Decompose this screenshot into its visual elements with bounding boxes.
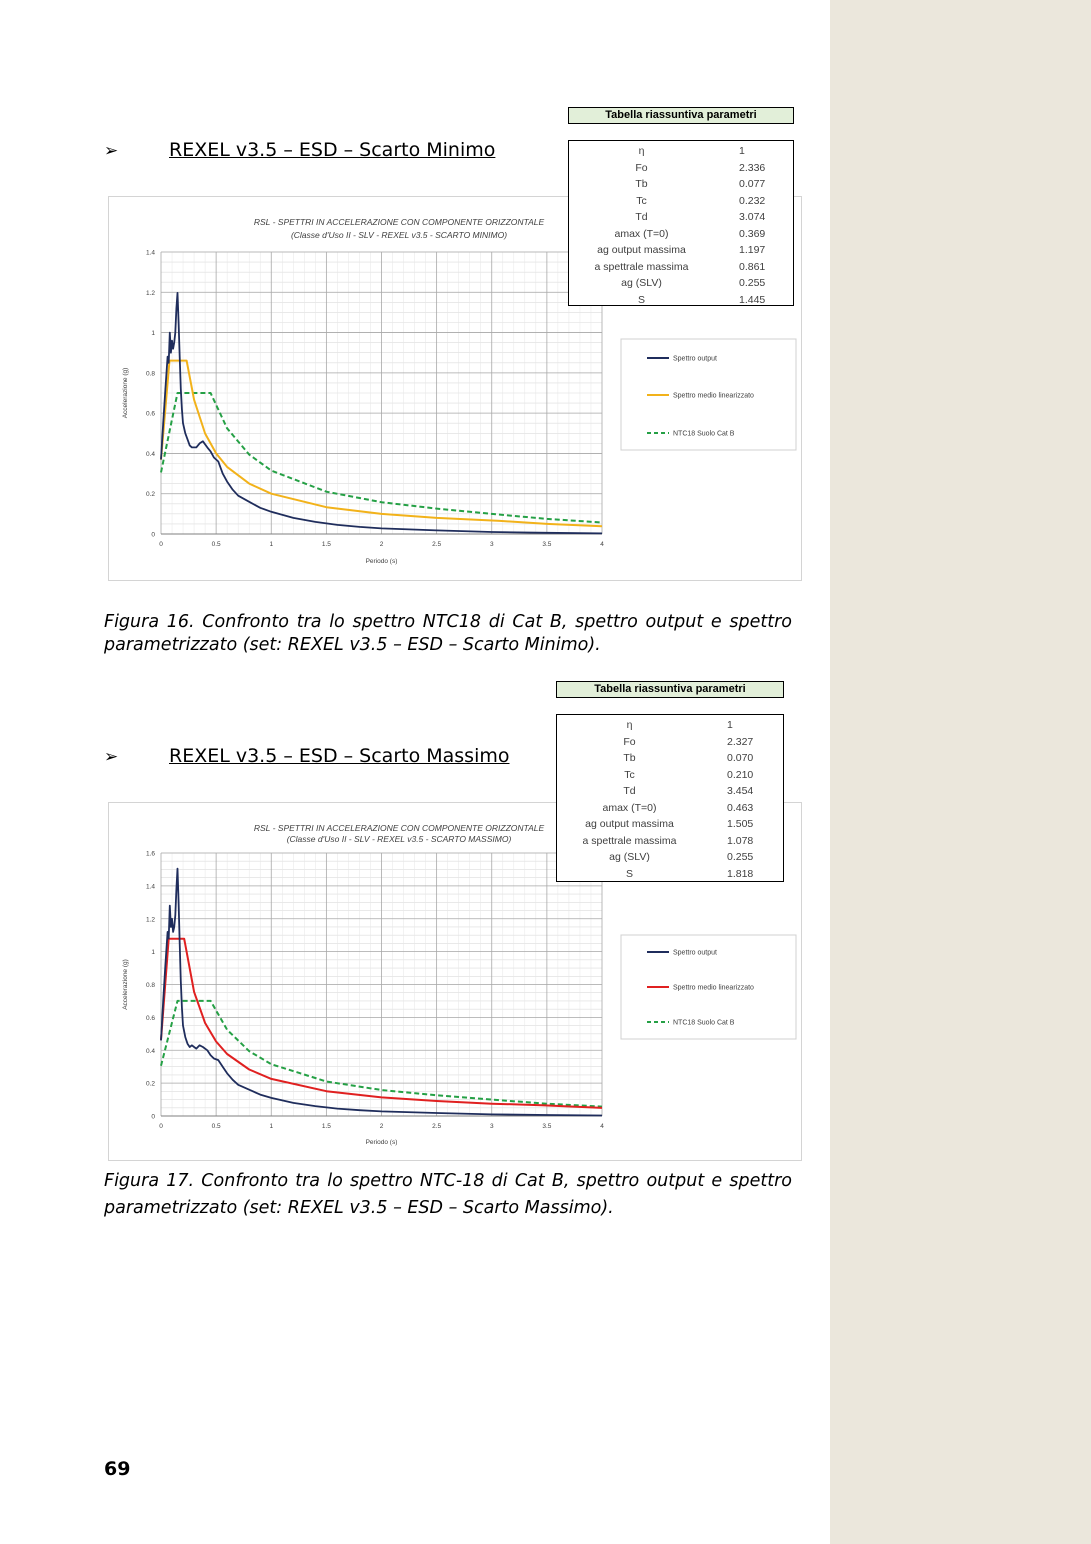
x-tick-label: 2.5	[432, 541, 442, 548]
param-value: 0.077	[739, 178, 766, 190]
param-table	[556, 714, 784, 882]
param-row	[569, 292, 793, 309]
param-row	[569, 226, 793, 243]
param-name: amax (T=0)	[602, 801, 657, 814]
param-row	[569, 143, 793, 160]
section-heading: REXEL v3.5 – ESD – Scarto Minimo	[169, 139, 496, 161]
page-sidebar-band	[830, 0, 1091, 1544]
chart-title: RSL - SPETTRI IN ACCELERAZIONE CON COMPONENTE ORIZZONTALE	[253, 823, 545, 833]
x-tick-label: 4	[600, 1123, 604, 1130]
param-row	[569, 176, 793, 193]
param-name: Fo	[635, 161, 648, 174]
param-value: 2.327	[727, 735, 754, 748]
param-row	[557, 816, 783, 833]
param-value: 0.369	[739, 227, 766, 240]
chart-subtitle: (Classe d'Uso II - SLV - REXEL v3.5 - SCARTO MASSIMO)	[286, 834, 512, 844]
y-tick-label: 0.8	[145, 982, 155, 989]
x-tick-label: 1.5	[321, 1123, 331, 1130]
y-tick-label: 1	[151, 949, 155, 957]
legend-entry: Spettro output	[673, 355, 717, 363]
param-name: ag (SLV)	[609, 851, 650, 863]
param-value: 1	[727, 719, 733, 731]
section-heading: REXEL v3.5 – ESD – Scarto Massimo	[169, 745, 510, 767]
y-tick-label: 0	[151, 531, 155, 539]
chart-title: RSL - SPETTRI IN ACCELERAZIONE CON COMPONENTE ORIZZONTALE	[253, 217, 545, 227]
param-value: 0.255	[727, 851, 754, 863]
param-row	[557, 750, 783, 767]
param-value: 2.336	[739, 161, 766, 174]
y-tick-label: 1	[151, 330, 155, 338]
chart-subtitle: (Classe d'Uso II - SLV - REXEL v3.5 - SCARTO MINIMO)	[290, 230, 508, 240]
x-tick-label: 0	[159, 1123, 163, 1130]
x-tick-label: 3	[489, 541, 494, 548]
param-row	[569, 209, 793, 226]
x-axis-label: Periodo (s)	[365, 558, 398, 565]
x-axis-label: Periodo (s)	[365, 1139, 398, 1146]
y-tick-label: 1.4	[145, 249, 155, 257]
legend-entry: Spettro output	[673, 949, 717, 957]
param-name: Tc	[636, 194, 647, 207]
x-tick-label: 1	[269, 541, 274, 548]
x-tick-label: 1	[269, 1123, 274, 1130]
x-tick-label: 3.5	[542, 541, 552, 548]
y-tick-label: 1.2	[145, 916, 155, 924]
param-name: Tb	[635, 178, 648, 190]
param-value: 1.505	[727, 818, 754, 830]
param-value: 1.445	[739, 293, 766, 306]
param-value: 1	[739, 145, 745, 157]
param-name: Tb	[623, 752, 636, 764]
param-value: 0.210	[727, 768, 754, 781]
param-value: 1.078	[727, 834, 754, 847]
y-tick-label: 0.6	[145, 410, 155, 418]
param-row	[557, 717, 783, 734]
param-name: Td	[635, 211, 648, 223]
param-name: ag output massima	[585, 818, 674, 830]
x-tick-label: 3	[489, 1123, 494, 1130]
y-tick-label: 0	[151, 1113, 155, 1121]
y-tick-label: 0.2	[145, 1080, 155, 1088]
x-tick-label: 3.5	[542, 1123, 552, 1130]
y-tick-label: 0.2	[145, 491, 155, 499]
x-tick-label: 2	[379, 1123, 384, 1130]
y-tick-label: 1.2	[145, 289, 155, 297]
param-name: S	[625, 867, 633, 880]
param-value: 0.070	[727, 752, 754, 764]
param-value: 3.074	[739, 211, 766, 223]
param-table-title: Tabella riassuntiva parametri	[556, 681, 784, 698]
x-tick-label: 2	[379, 541, 384, 548]
param-name: ag output massima	[597, 244, 686, 256]
y-axis-label: Accelerazione (g)	[122, 959, 129, 1010]
param-table-title: Tabella riassuntiva parametri	[568, 107, 794, 124]
param-row	[557, 800, 783, 817]
param-name: Tc	[624, 768, 635, 781]
legend-entry: Spettro medio linearizzato	[673, 984, 754, 992]
y-tick-label: 0.4	[145, 450, 155, 458]
x-tick-label: 0.5	[211, 541, 221, 548]
param-row	[557, 734, 783, 751]
x-tick-label: 0	[159, 541, 163, 548]
param-name: a spettrale massima	[594, 260, 689, 273]
y-tick-label: 0.6	[145, 1014, 155, 1022]
bullet-marker: ➢	[104, 141, 119, 161]
param-row	[557, 767, 783, 784]
param-value: 0.463	[727, 801, 754, 814]
x-tick-label: 2.5	[432, 1123, 442, 1130]
param-row	[569, 160, 793, 177]
y-axis-label: Accelerazione (g)	[122, 367, 129, 419]
param-name: Fo	[623, 735, 636, 748]
param-name: η	[626, 719, 633, 731]
x-tick-label: 1.5	[321, 541, 331, 548]
legend-entry: Spettro medio linearizzato	[673, 392, 754, 400]
figure-caption: Figura 17. Confronto tra lo spettro NTC-18 di Cat B, spettro output e spettro parametrizzato (set: REXEL v3.5 – ESD – Scarto Massimo).	[104, 1171, 792, 1218]
param-row	[557, 833, 783, 850]
param-row	[569, 259, 793, 276]
y-tick-label: 0.4	[145, 1047, 155, 1055]
param-name: amax (T=0)	[614, 227, 669, 240]
param-name: S	[637, 293, 645, 306]
param-name: Td	[623, 785, 636, 797]
param-value: 0.255	[739, 277, 766, 289]
param-value: 0.861	[739, 260, 766, 273]
page-number: 69	[104, 1458, 131, 1480]
param-table	[568, 140, 794, 306]
param-name: η	[638, 145, 645, 157]
param-row	[569, 242, 793, 259]
param-row	[569, 275, 793, 292]
param-name: a spettrale massima	[582, 834, 677, 847]
chart-grid	[161, 853, 602, 1116]
figure-caption: Figura 16. Confronto tra lo spettro NTC18 di Cat B, spettro output e spettro parametrizzato (set: REXEL v3.5 – ESD – Scarto Minimo).	[104, 612, 792, 655]
x-tick-label: 4	[600, 541, 604, 548]
x-tick-label: 0.5	[211, 1123, 221, 1130]
param-row	[557, 849, 783, 866]
param-row	[557, 783, 783, 800]
param-name: ag (SLV)	[621, 277, 662, 289]
legend-entry: NTC18 Suolo Cat B	[673, 430, 735, 438]
y-tick-label: 1.4	[145, 883, 155, 891]
y-tick-label: 1.6	[145, 850, 155, 858]
param-row	[557, 866, 783, 883]
param-value: 1.197	[739, 244, 766, 256]
bullet-marker: ➢	[104, 747, 119, 767]
param-value: 3.454	[727, 785, 754, 797]
param-row	[569, 193, 793, 210]
chart-grid	[161, 252, 602, 534]
param-value: 0.232	[739, 194, 766, 207]
param-value: 1.818	[727, 867, 754, 880]
y-tick-label: 0.8	[145, 370, 155, 378]
legend-entry: NTC18 Suolo Cat B	[673, 1019, 735, 1027]
